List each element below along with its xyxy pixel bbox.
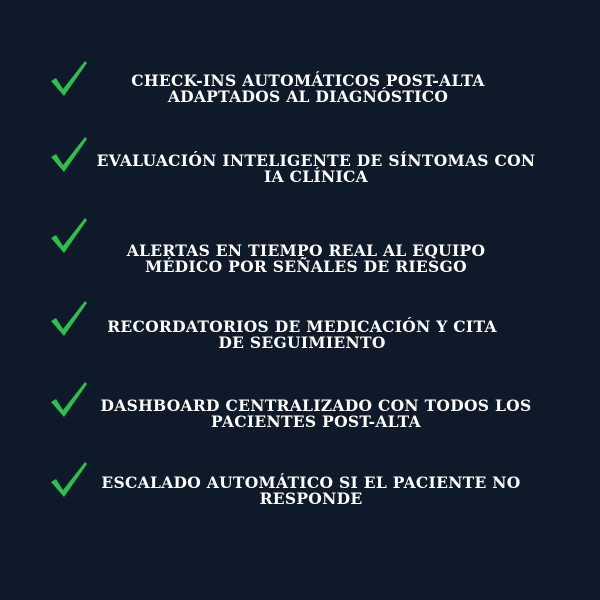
check-icon [50, 136, 88, 174]
feature-text: EVALUACIÓN INTELIGENTE DE SÍNTOMAS CON IA CLÍNICA [96, 151, 536, 186]
check-icon [50, 461, 88, 499]
feature-text: DASHBOARD CENTRALIZADO CON TODOS LOS PACIENTES POST-ALTA [100, 396, 532, 431]
feature-text: ALERTAS EN TIEMPO REAL AL EQUIPO MÉDICO POR SEÑALES DE RIESGO [126, 241, 486, 276]
check-icon [50, 381, 88, 419]
feature-text: ESCALADO AUTOMÁTICO SI EL PACIENTE NO RESPONDE [101, 473, 521, 508]
feature-text: RECORDATORIOS DE MEDICACIÓN Y CITA DE SEGUIMIENTO [107, 317, 497, 352]
check-icon [50, 217, 88, 255]
check-icon [50, 300, 88, 338]
feature-text: CHECK-INS AUTOMÁTICOS POST-ALTA ADAPTADOS AL DIAGNÓSTICO [131, 71, 485, 106]
